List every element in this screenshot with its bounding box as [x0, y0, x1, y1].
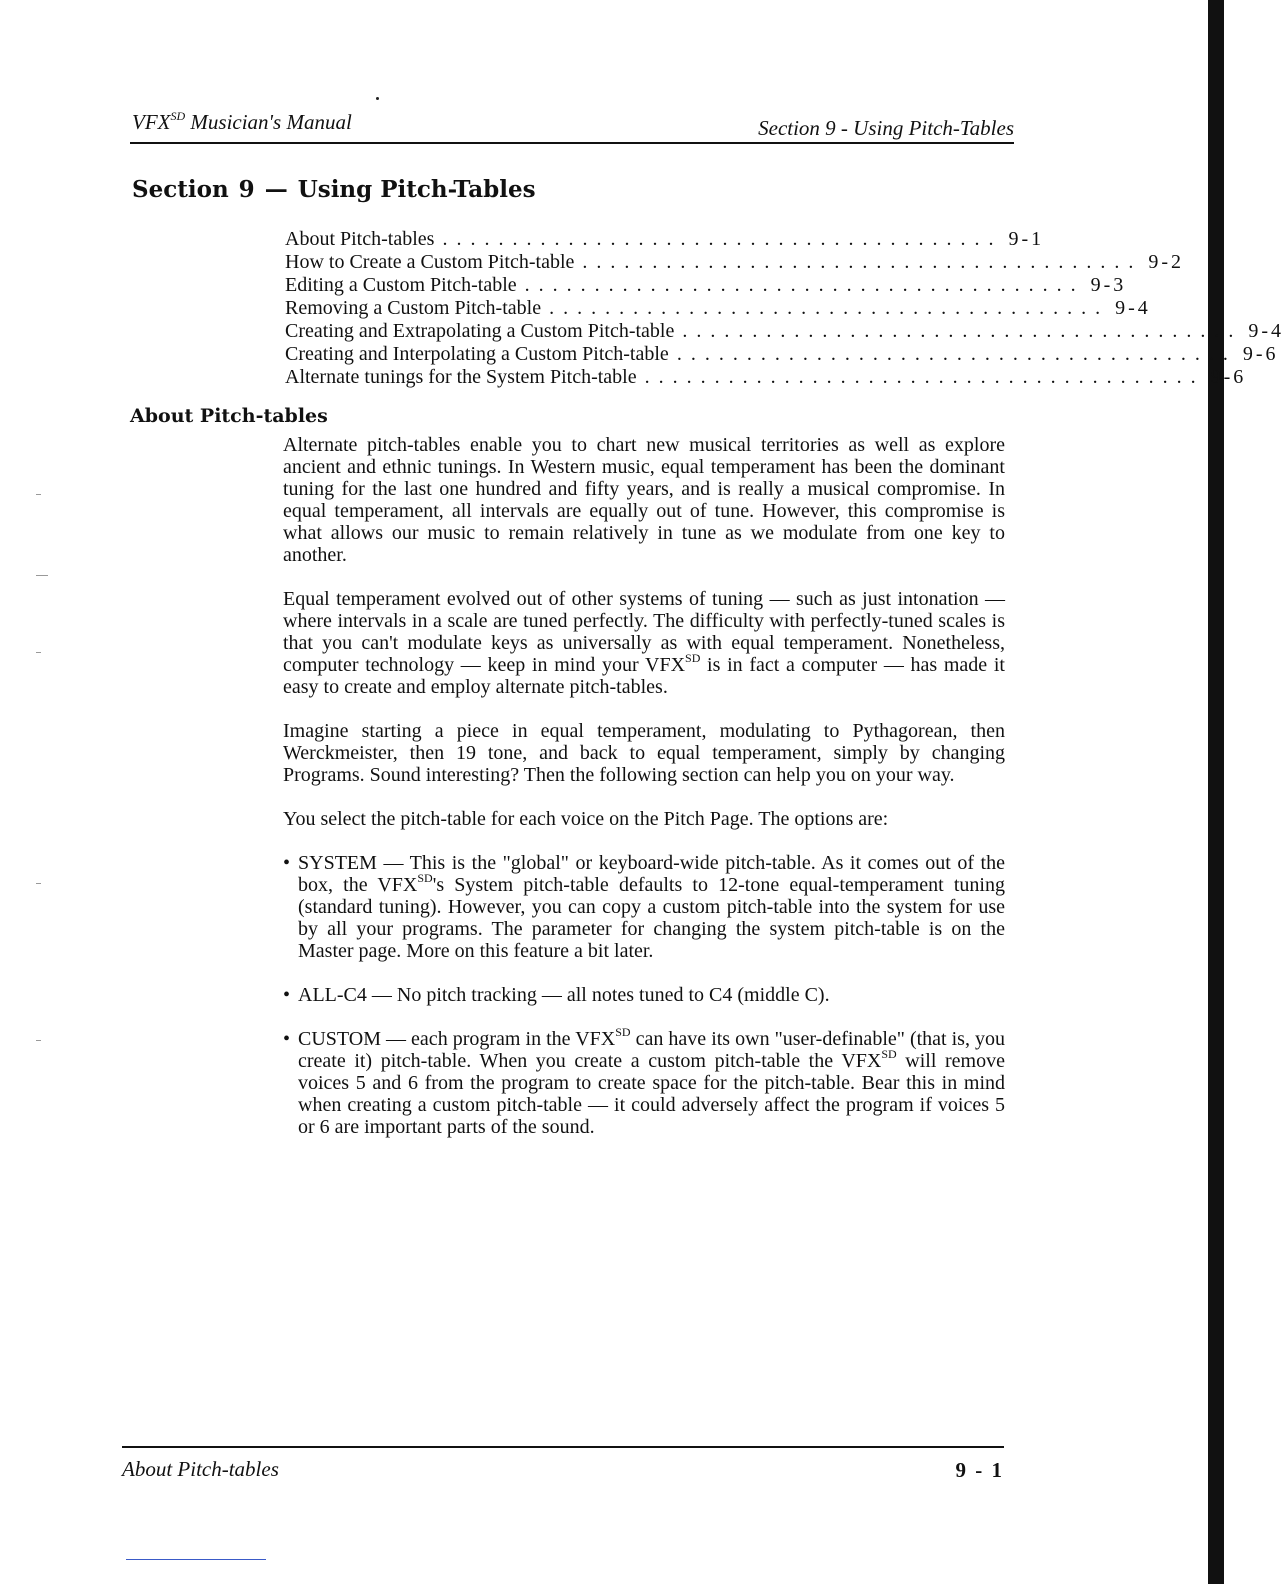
- subsection-heading: About Pitch-tables: [130, 405, 328, 427]
- body-text: [283, 434, 1005, 1160]
- section-title: Section 9 — Using Pitch-Tables: [132, 176, 536, 203]
- toc-leader: ........................................: [524, 274, 1085, 296]
- bullet-icon: •: [283, 852, 291, 874]
- paragraph: You select the pitch-table for each voice on the Pitch Page. The options are:: [283, 808, 889, 830]
- toc-entry[interactable]: Editing a Custom Pitch-table ........................................ 9-3: [285, 274, 1127, 296]
- toc-entry[interactable]: Alternate tunings for the System Pitch-table ........................................ 9-6: [285, 366, 1247, 388]
- scan-speck: [36, 883, 41, 884]
- scan-speck: [36, 652, 41, 653]
- bullet-icon: •: [283, 1028, 291, 1050]
- footer-rule: [122, 1446, 1004, 1448]
- toc-entry[interactable]: Creating and Extrapolating a Custom Pitch-table ........................................ 9-4: [285, 320, 1284, 342]
- scan-speck: [36, 1040, 41, 1041]
- table-of-contents: [285, 228, 1284, 389]
- scan-speck: [36, 494, 41, 495]
- paragraph: Alternate pitch-tables enable you to chart new musical territories as well as explore ancient and ethnic tunings. In Western music, equal temperament has been the dominant tuning for the last one hundred and fifty years, and is really a musical compromise. In equal temperament, all intervals are equally out of tune. However, this compromise is what allows our music to remain relatively in tune as we modulate from one key to another.: [283, 434, 1005, 566]
- toc-entry[interactable]: About Pitch-tables ........................................ 9-1: [285, 228, 1045, 250]
- bullet-item-custom: • CUSTOM — each program in the $VFX^{SD}$ can have its own "user-definable" (that is, you create it) pitch-table. When you create a custom pitch-table the $VFX^{SD}$ will remove voices 5 and 6 from the program to create space for the pitch-table. Bear this in mind when creating a custom pitch-table — it could adversely affect the program if voices 5 or 6 are important parts of the sound.: [283, 1025, 1006, 1138]
- toc-entry[interactable]: Removing a Custom Pitch-table ........................................ 9-4: [285, 297, 1151, 319]
- toc-leader: ........................................: [549, 297, 1110, 319]
- manual-title: $VFX^{SD}$ Musician's Manual: [132, 109, 352, 134]
- footer-section-name: About Pitch-tables: [122, 1457, 279, 1481]
- toc-entry[interactable]: How to Create a Custom Pitch-table ........................................ 9-2: [285, 251, 1185, 273]
- paragraph: Equal temperament evolved out of other systems of tuning — such as just intonation — where intervals in a scale are tuned perfectly. The difficulty with perfectly-tuned scales is that you can't modulate keys as universally as with equal temperament. Nonetheless, computer technology — keep in mind your $VFX^{SD}$ is in fact a computer — has made it easy to create and employ alternate pitch-tables.: [283, 588, 1005, 698]
- bullet-item-system: • SYSTEM — This is the "global" or keyboard-wide pitch-table. As it comes out of the box, the $VFX^{SD}'s$ System pitch-table defaults to 12-tone equal-temperament tuning (standard tuning). However, you can copy a custom pitch-table into the system for use by all your programs. The parameter for changing the system pitch-table is on the Master page. More on this feature a bit later.: [283, 852, 1005, 962]
- page-header: [130, 110, 1014, 144]
- section-label: Section 9 - Using Pitch-Tables: [758, 116, 1014, 140]
- bottom-blue-line: [126, 1559, 266, 1560]
- toc-leader: ........................................: [442, 228, 1003, 250]
- toc-entry[interactable]: Creating and Interpolating a Custom Pitch-table ........................................ 9-6: [285, 343, 1279, 365]
- bullet-item-all-c4: • ALL-C4 — No pitch tracking — all notes tuned to C4 (middle C).: [283, 984, 830, 1006]
- stray-dot: [376, 97, 379, 100]
- bullet-icon: •: [283, 984, 291, 1006]
- toc-leader: ........................................: [644, 366, 1205, 388]
- paragraph: Imagine starting a piece in equal temperament, modulating to Pythagorean, then Werckmeister, then 19 tone, and back to equal temperament, simply by changing Programs. Sound interesting? Then the following section can help you on your way.: [283, 720, 1005, 786]
- page-number: 9 - 1: [955, 1458, 1004, 1482]
- scan-speck: [36, 575, 48, 576]
- page-edge-bar: [1208, 0, 1224, 1584]
- toc-leader: ........................................: [682, 320, 1243, 342]
- toc-leader: ........................................: [676, 343, 1237, 365]
- toc-leader: ........................................: [582, 251, 1143, 273]
